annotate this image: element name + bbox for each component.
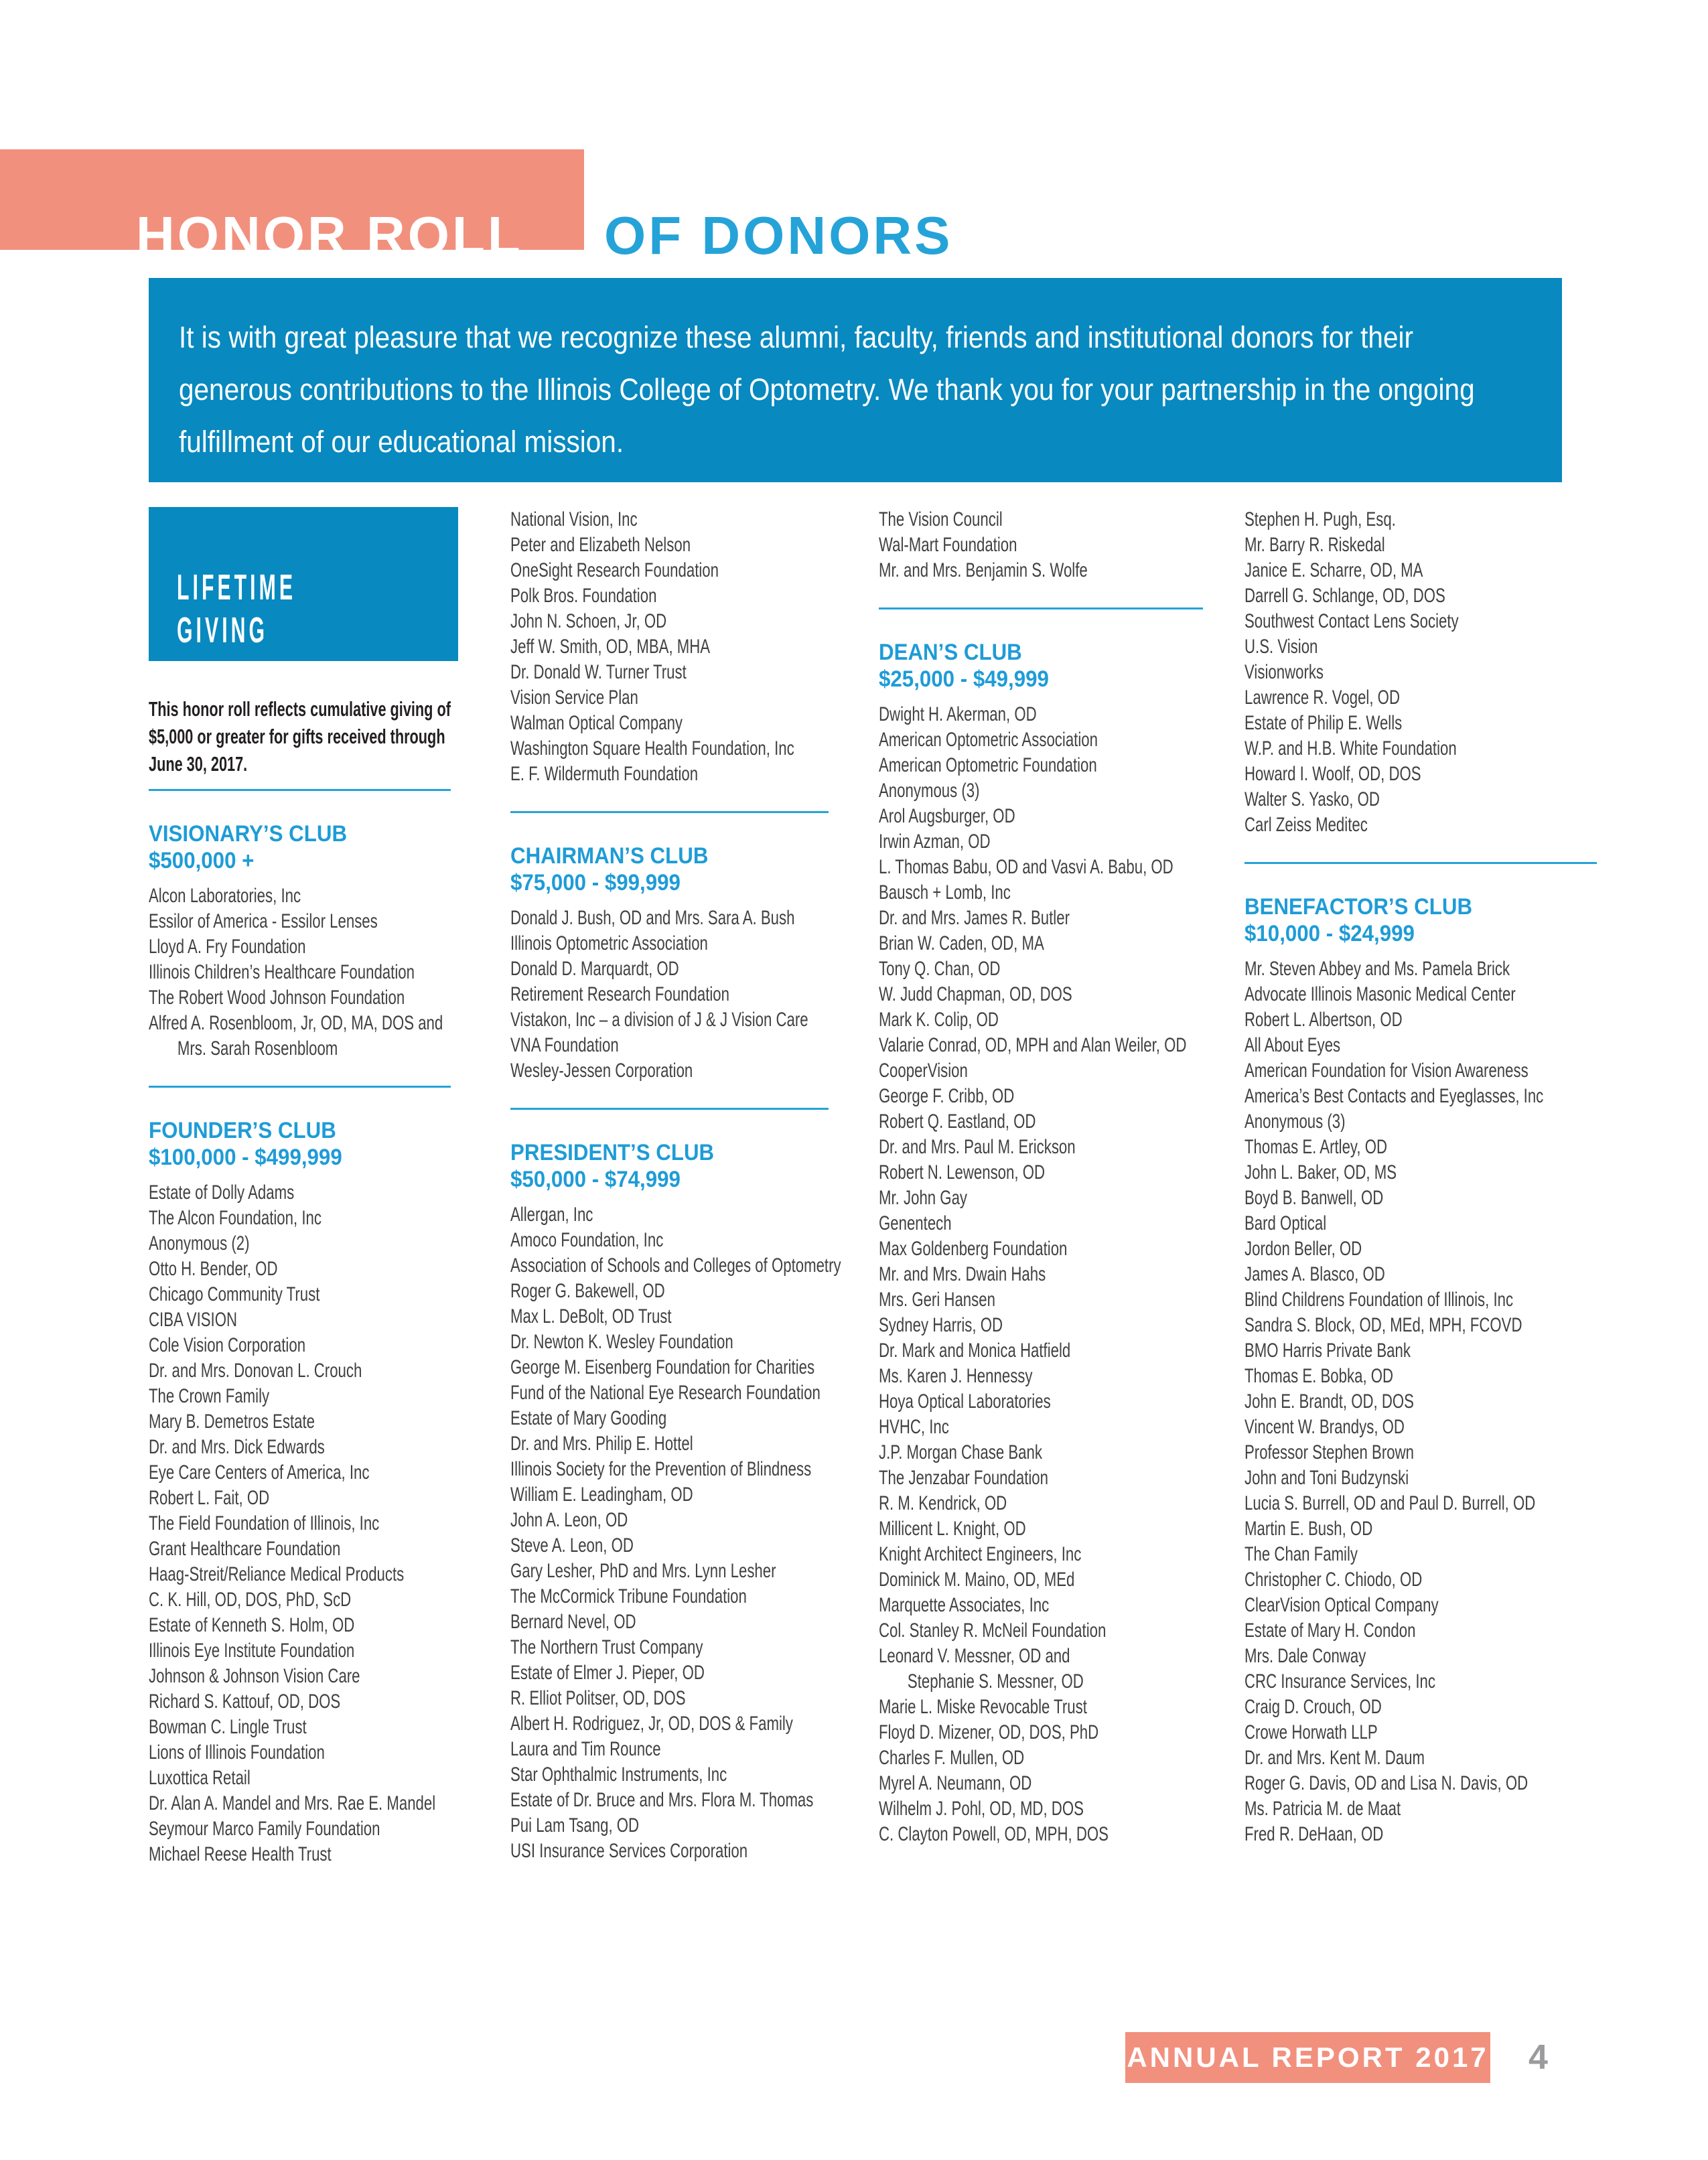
donor-name: Estate of Dr. Bruce and Mrs. Flora M. Thomas <box>510 1789 814 1811</box>
lifetime-giving-box <box>149 507 458 661</box>
donor-column-2 <box>510 507 849 1864</box>
donor-name: Mary B. Demetros Estate <box>149 1411 315 1433</box>
donor-name: Max L. DeBolt, OD Trust <box>510 1305 672 1327</box>
donor-name: Illinois Society for the Prevention of Blindness <box>510 1458 812 1480</box>
donor-name: Dr. and Mrs. Paul M. Erickson <box>879 1136 1076 1158</box>
section-divider <box>149 1086 451 1088</box>
donor-name: CRC Insurance Services, Inc <box>1244 1670 1436 1693</box>
donor-name: Blind Childrens Foundation of Illinois, Inc <box>1244 1289 1514 1311</box>
donor-name: Vincent W. Brandys, OD <box>1244 1416 1405 1438</box>
donor-name: Johnson & Johnson Vision Care <box>149 1665 360 1687</box>
donor-name: Star Ophthalmic Instruments, Inc <box>510 1763 727 1786</box>
donor-name: Haag-Streit/Reliance Medical Products <box>149 1563 405 1585</box>
donor-list <box>879 702 1224 1847</box>
donor-name: Estate of Elmer J. Pieper, OD <box>510 1662 705 1684</box>
donor-name: Dr. Donald W. Turner Trust <box>510 661 687 683</box>
donor-name: Darrell G. Schlange, OD, DOS <box>1244 585 1445 607</box>
donor-name: Pui Lam Tsang, OD <box>510 1814 640 1837</box>
intro-box <box>149 278 1562 482</box>
donor-name: American Foundation for Vision Awareness <box>1244 1060 1528 1082</box>
donor-name: America’s Best Contacts and Eyeglasses, Inc <box>1244 1085 1544 1107</box>
donor-name: Mr. John Gay <box>879 1187 968 1209</box>
donor-name: Laura and Tim Rounce <box>510 1738 661 1760</box>
donor-name: Estate of Mary H. Condon <box>1244 1619 1416 1642</box>
donor-name: Steve A. Leon, OD <box>510 1534 634 1557</box>
donor-name: Illinois Children’s Healthcare Foundation <box>149 961 415 983</box>
donor-name: James A. Blasco, OD <box>1244 1263 1385 1285</box>
donor-name: W.P. and H.B. White Foundation <box>1244 737 1457 760</box>
donor-name: Hoya Optical Laboratories <box>879 1390 1051 1413</box>
donor-name: William E. Leadingham, OD <box>510 1484 693 1506</box>
donor-name: Anonymous (3) <box>1244 1110 1346 1133</box>
donor-name: W. Judd Chapman, OD, DOS <box>879 983 1072 1005</box>
donor-name: Robert L. Fait, OD <box>149 1487 270 1509</box>
donor-name: Dr. and Mrs. James R. Butler <box>879 907 1070 929</box>
donor-name: CIBA VISION <box>149 1309 238 1331</box>
donor-name: J.P. Morgan Chase Bank <box>879 1441 1042 1463</box>
donor-list <box>510 906 849 1084</box>
donor-name: American Optometric Association <box>879 729 1098 751</box>
donor-name: USI Insurance Services Corporation <box>510 1840 748 1862</box>
donor-name: Myrel A. Neumann, OD <box>879 1772 1032 1794</box>
donor-name: The Alcon Foundation, Inc <box>149 1207 322 1229</box>
donor-name: Stephen H. Pugh, Esq. <box>1244 508 1396 530</box>
donor-name: George M. Eisenberg Foundation for Charities <box>510 1356 815 1378</box>
donor-name: Otto H. Bender, OD <box>149 1258 278 1280</box>
page-title-of-donors: OF DONORS <box>604 205 953 265</box>
donor-name: John L. Baker, OD, MS <box>1244 1161 1397 1183</box>
donor-list <box>149 1180 470 1867</box>
donor-name: National Vision, Inc <box>510 508 638 530</box>
donor-name: Robert Q. Eastland, OD <box>879 1110 1036 1133</box>
donor-name: Genentech <box>879 1212 952 1234</box>
donor-name: R. Elliot Politser, OD, DOS <box>510 1687 686 1709</box>
donor-name: The Chan Family <box>1244 1543 1358 1565</box>
donor-name: Wal-Mart Foundation <box>879 534 1017 556</box>
donor-name: Mr. and Mrs. Benjamin S. Wolfe <box>879 559 1088 581</box>
donor-name: Craig D. Crouch, OD <box>1244 1696 1382 1718</box>
club-giving-range: $100,000 - $499,999 <box>149 1145 342 1170</box>
donor-name: Crowe Horwath LLP <box>1244 1721 1378 1743</box>
donor-name: Dr. and Mrs. Donovan L. Crouch <box>149 1360 362 1382</box>
donor-name: Carl Zeiss Meditec <box>1244 814 1368 836</box>
donor-name: Bowman C. Lingle Trust <box>149 1716 307 1738</box>
donor-name: The Vision Council <box>879 508 1003 530</box>
donor-name: Richard S. Kattouf, OD, DOS <box>149 1690 341 1713</box>
donor-name: The Field Foundation of Illinois, Inc <box>149 1512 380 1534</box>
donor-name: Anonymous (3) <box>879 780 980 802</box>
donor-name: Robert L. Albertson, OD <box>1244 1009 1403 1031</box>
donor-list <box>510 507 849 787</box>
donor-name: The Northern Trust Company <box>510 1636 703 1658</box>
donor-name: Retirement Research Foundation <box>510 983 730 1005</box>
donor-name: Thomas E. Artley, OD <box>1244 1136 1388 1158</box>
lifetime-title-line1: LIFETIME <box>177 567 297 607</box>
donor-name: L. Thomas Babu, OD and Vasvi A. Babu, OD <box>879 856 1173 878</box>
donor-name: Luxottica Retail <box>149 1767 251 1789</box>
donor-name: Marie L. Miske Revocable Trust <box>879 1696 1087 1718</box>
donor-name: Floyd D. Mizener, OD, DOS, PhD <box>879 1721 1099 1743</box>
donor-name: Anonymous (2) <box>149 1232 250 1254</box>
donor-name: Donald D. Marquardt, OD <box>510 958 679 980</box>
section-divider <box>879 607 1203 609</box>
donor-name: Eye Care Centers of America, Inc <box>149 1461 370 1484</box>
donor-name: U.S. Vision <box>1244 636 1318 658</box>
donor-name: Jeff W. Smith, OD, MBA, MHA <box>510 636 711 658</box>
donor-name: Dr. Newton K. Wesley Foundation <box>510 1331 733 1353</box>
donor-name: Marquette Associates, Inc <box>879 1594 1050 1616</box>
donor-name: Stephanie S. Messner, OD <box>907 1670 1084 1693</box>
donor-name: E. F. Wildermuth Foundation <box>510 763 699 785</box>
donor-name: Albert H. Rodriguez, Jr, OD, DOS & Family <box>510 1713 793 1735</box>
donor-name: Sydney Harris, OD <box>879 1314 1003 1336</box>
donor-name: Fund of the National Eye Research Foundation <box>510 1382 821 1404</box>
donor-name: Ms. Patricia M. de Maat <box>1244 1798 1401 1820</box>
donor-name: Millicent L. Knight, OD <box>879 1518 1026 1540</box>
donor-name: Allergan, Inc <box>510 1204 593 1226</box>
donor-name: Estate of Philip E. Wells <box>1244 712 1403 734</box>
club-name: PRESIDENT’S CLUB <box>510 1140 715 1165</box>
donor-name: Brian W. Caden, OD, MA <box>879 932 1044 954</box>
club-name: BENEFACTOR’S CLUB <box>1244 894 1473 920</box>
donor-name: Ms. Karen J. Hennessy <box>879 1365 1033 1387</box>
donor-name: Fred R. DeHaan, OD <box>1244 1823 1384 1845</box>
donor-name: OneSight Research Foundation <box>510 559 719 581</box>
donor-name: Polk Bros. Foundation <box>510 585 657 607</box>
donor-name: Dr. and Mrs. Dick Edwards <box>149 1436 325 1458</box>
donor-name: Mr. Steven Abbey and Ms. Pamela Brick <box>1244 958 1510 980</box>
donor-name: Mr. and Mrs. Dwain Hahs <box>879 1263 1046 1285</box>
intro-text: It is with great pleasure that we recognize these alumni, faculty, friends and institutional donors for their generous contributions to the Illinois College of Optometry. We thank you for your partnership in the ongoing fulfillment of our educational mission. <box>179 320 1475 459</box>
donor-list <box>879 507 1224 583</box>
donor-name: The Robert Wood Johnson Foundation <box>149 987 405 1009</box>
donor-name: Seymour Marco Family Foundation <box>149 1818 380 1840</box>
donor-name: Estate of Dolly Adams <box>149 1181 295 1204</box>
donor-name: Southwest Contact Lens Society <box>1244 610 1459 632</box>
donor-name: The Crown Family <box>149 1385 270 1407</box>
donor-name: Boyd B. Banwell, OD <box>1244 1187 1384 1209</box>
donor-name: Valarie Conrad, OD, MPH and Alan Weiler, OD <box>879 1034 1187 1056</box>
donor-name: Dominick M. Maino, OD, MEd <box>879 1569 1075 1591</box>
lifetime-title-line2: GIVING <box>177 610 269 650</box>
club-giving-range: $50,000 - $74,999 <box>510 1167 681 1192</box>
donor-name: Mrs. Sarah Rosenbloom <box>177 1037 338 1060</box>
donor-name: Lawrence R. Vogel, OD <box>1244 687 1400 709</box>
donor-name: Mark K. Colip, OD <box>879 1009 999 1031</box>
donor-list <box>149 883 470 1062</box>
donor-name: Grant Healthcare Foundation <box>149 1538 341 1560</box>
donor-name: The Jenzabar Foundation <box>879 1467 1049 1489</box>
donor-name: All About Eyes <box>1244 1034 1341 1056</box>
donor-name: Vistakon, Inc – a division of J & J Vision Care <box>510 1009 808 1031</box>
section-divider <box>149 789 451 791</box>
donor-name: Walman Optical Company <box>510 712 683 734</box>
donor-name: John N. Schoen, Jr, OD <box>510 610 667 632</box>
donor-name: American Optometric Foundation <box>879 754 1097 776</box>
club-giving-range: $10,000 - $24,999 <box>1244 921 1415 946</box>
donor-name: The McCormick Tribune Foundation <box>510 1585 747 1607</box>
section-divider <box>1244 862 1597 864</box>
club-name: VISIONARY’S CLUB <box>149 821 348 847</box>
donor-name: Wilhelm J. Pohl, OD, MD, DOS <box>879 1798 1084 1820</box>
donor-name: Michael Reese Health Trust <box>149 1843 332 1865</box>
club-name: FOUNDER’S CLUB <box>149 1118 336 1143</box>
donor-name: Janice E. Scharre, OD, MA <box>1244 559 1423 581</box>
donor-name: Visionworks <box>1244 661 1324 683</box>
donor-name: Lions of Illinois Foundation <box>149 1741 325 1763</box>
donor-column-1 <box>149 765 470 1867</box>
donor-name: Christopher C. Chiodo, OD <box>1244 1569 1423 1591</box>
donor-name: Professor Stephen Brown <box>1244 1441 1414 1463</box>
club-name: DEAN’S CLUB <box>879 640 1022 665</box>
donor-name: Vision Service Plan <box>510 687 638 709</box>
donor-name: Arol Augsburger, OD <box>879 805 1015 827</box>
donor-name: Association of Schools and Colleges of Optometry <box>510 1254 841 1277</box>
donor-column-4 <box>1244 507 1620 1847</box>
donor-name: Bausch + Lomb, Inc <box>879 881 1011 904</box>
page-title-honor-roll: HONOR ROLL <box>136 205 523 265</box>
donor-name: Advocate Illinois Masonic Medical Center <box>1244 983 1516 1005</box>
donor-name: Essilor of America - Essilor Lenses <box>149 910 378 932</box>
donor-name: Robert N. Lewenson, OD <box>879 1161 1046 1183</box>
donor-name: Dr. Alan A. Mandel and Mrs. Rae E. Mandel <box>149 1792 436 1814</box>
giving-note: This honor roll reflects cumulative giving of $5,000 or greater for gifts received through June 30, 2017. <box>149 697 451 776</box>
donor-name: BMO Harris Private Bank <box>1244 1340 1411 1362</box>
donor-name: Leonard V. Messner, OD and <box>879 1645 1070 1667</box>
donor-name: Alfred A. Rosenbloom, Jr, OD, MA, DOS and <box>149 1012 443 1034</box>
donor-name: Lloyd A. Fry Foundation <box>149 936 306 958</box>
donor-name: C. Clayton Powell, OD, MPH, DOS <box>879 1823 1109 1845</box>
donor-name: Peter and Elizabeth Nelson <box>510 534 691 556</box>
donor-name: Mrs. Dale Conway <box>1244 1645 1366 1667</box>
donor-name: Mrs. Geri Hansen <box>879 1289 995 1311</box>
donor-name: Dr. Mark and Monica Hatfield <box>879 1340 1071 1362</box>
donor-name: Washington Square Health Foundation, Inc <box>510 737 794 760</box>
donor-name: R. M. Kendrick, OD <box>879 1492 1007 1514</box>
club-giving-range: $75,000 - $99,999 <box>510 870 681 895</box>
donor-name: John A. Leon, OD <box>510 1509 628 1531</box>
donor-name: Roger G. Davis, OD and Lisa N. Davis, OD <box>1244 1772 1528 1794</box>
donor-name: Dr. and Mrs. Philip E. Hottel <box>510 1433 693 1455</box>
club-giving-range: $25,000 - $49,999 <box>879 666 1049 692</box>
donor-name: CooperVision <box>879 1060 968 1082</box>
donor-name: Irwin Azman, OD <box>879 831 991 853</box>
donor-name: Mr. Barry R. Riskedal <box>1244 534 1385 556</box>
section-divider <box>510 811 829 813</box>
donor-name: Roger G. Bakewell, OD <box>510 1280 665 1302</box>
donor-name: Dr. and Mrs. Kent M. Daum <box>1244 1747 1425 1769</box>
donor-name: Donald J. Bush, OD and Mrs. Sara A. Bush <box>510 907 795 929</box>
page-number: 4 <box>1528 2038 1548 2077</box>
donor-name: Dwight H. Akerman, OD <box>879 703 1037 725</box>
donor-list <box>510 1202 849 1864</box>
donor-name: Knight Architect Engineers, Inc <box>879 1543 1082 1565</box>
donor-name: Walter S. Yasko, OD <box>1244 788 1380 810</box>
club-giving-range: $500,000 + <box>149 848 255 873</box>
donor-name: C. K. Hill, OD, DOS, PhD, ScD <box>149 1589 352 1611</box>
donor-name: Amoco Foundation, Inc <box>510 1229 664 1251</box>
donor-name: Martin E. Bush, OD <box>1244 1518 1373 1540</box>
donor-name: Charles F. Mullen, OD <box>879 1747 1025 1769</box>
donor-name: Lucia S. Burrell, OD and Paul D. Burrell, OD <box>1244 1492 1536 1514</box>
donor-name: Jordon Beller, OD <box>1244 1238 1362 1260</box>
donor-list <box>1244 956 1620 1847</box>
donor-name: Bernard Nevel, OD <box>510 1611 636 1633</box>
section-divider <box>510 1108 829 1110</box>
donor-name: Col. Stanley R. McNeil Foundation <box>879 1619 1107 1642</box>
donor-name: John and Toni Budzynski <box>1244 1467 1409 1489</box>
donor-name: Alcon Laboratories, Inc <box>149 885 301 907</box>
donor-name: VNA Foundation <box>510 1034 619 1056</box>
donor-name: HVHC, Inc <box>879 1416 949 1438</box>
donor-name: Cole Vision Corporation <box>149 1334 306 1356</box>
donor-name: Illinois Optometric Association <box>510 932 708 954</box>
donor-name: Thomas E. Bobka, OD <box>1244 1365 1394 1387</box>
donor-name: George F. Cribb, OD <box>879 1085 1015 1107</box>
donor-name: Sandra S. Block, OD, MEd, MPH, FCOVD <box>1244 1314 1522 1336</box>
donor-name: ClearVision Optical Company <box>1244 1594 1439 1616</box>
donor-name: Tony Q. Chan, OD <box>879 958 1001 980</box>
donor-column-3 <box>879 507 1224 1847</box>
donor-name: Estate of Mary Gooding <box>510 1407 667 1429</box>
donor-name: Wesley-Jessen Corporation <box>510 1060 693 1082</box>
donor-name: Howard I. Woolf, OD, DOS <box>1244 763 1421 785</box>
donor-name: Gary Lesher, PhD and Mrs. Lynn Lesher <box>510 1560 776 1582</box>
donor-name: Illinois Eye Institute Foundation <box>149 1640 355 1662</box>
donor-name: Max Goldenberg Foundation <box>879 1238 1068 1260</box>
club-name: CHAIRMAN’S CLUB <box>510 843 709 869</box>
donor-name: Estate of Kenneth S. Holm, OD <box>149 1614 355 1636</box>
donor-name: John E. Brandt, OD, DOS <box>1244 1390 1414 1413</box>
donor-name: Chicago Community Trust <box>149 1283 320 1305</box>
donor-list <box>1244 507 1620 838</box>
footer-banner: ANNUAL REPORT 2017 <box>1125 2032 1490 2083</box>
donor-name: Bard Optical <box>1244 1212 1327 1234</box>
